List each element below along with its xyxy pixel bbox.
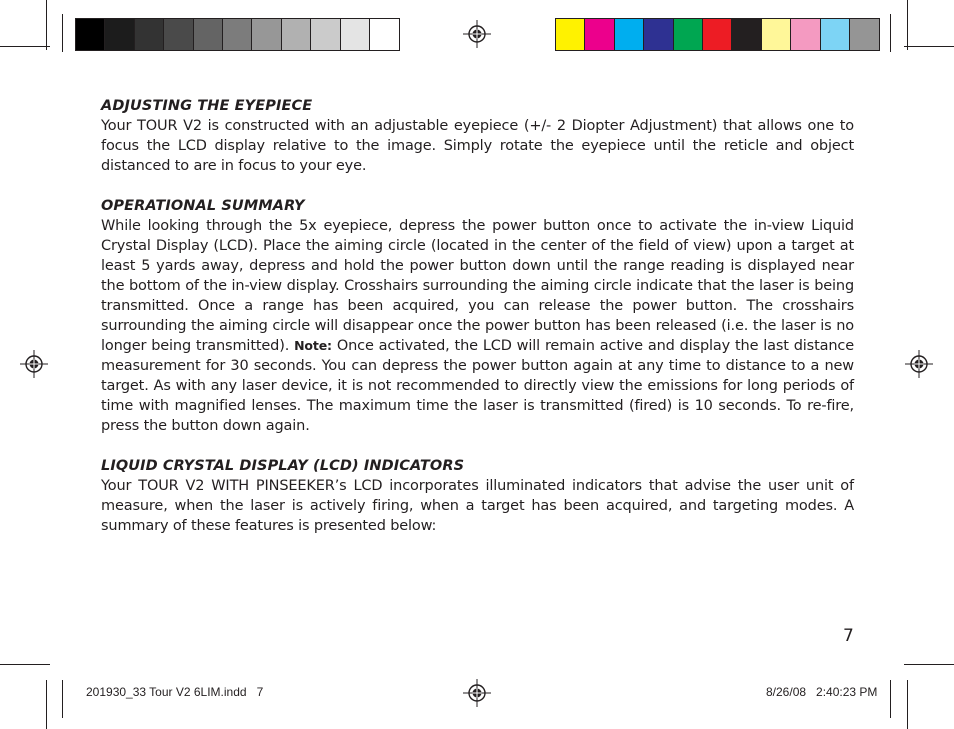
color-swatch [194,19,223,50]
section-heading-eyepiece: ADJUSTING THE EYEPIECE [101,98,313,114]
color-swatch [644,19,673,50]
registration-mark-icon [20,350,48,378]
section-heading-lcd-indicators: LIQUID CRYSTAL DISPLAY (LCD) INDICATORS [101,458,465,474]
page-content [101,96,854,536]
grayscale-color-bar [75,18,400,51]
color-swatch [252,19,281,50]
color-swatch [282,19,311,50]
section-body-lcd-indicators: Your TOUR V2 WITH PINSEEKER’s LCD incorporates illuminated indicators that advise the user unit of measure, when the laser is actively firing, when a target has been acquired, and targeting modes. A summary of these features is presented below: [101,478,854,534]
crop-mark [907,680,908,729]
crop-mark [907,0,908,50]
color-swatch [850,19,879,50]
color-swatch [732,19,761,50]
body-text-part: While looking through the 5x eyepiece, depress the power button once to activate the in-view Liquid Crystal Display (LCD). Place the aiming circle (located in the center of the field of view) upon a target at least 5 yards away, depress and hold the power button down until the range reading is displayed near the bottom of the in-view display. Crosshairs surrounding the aiming circle indicate that the laser is being transmitted. Once a range has been acquired, you can release the power button. The crosshairs surrounding the aiming circle will disappear once the power button has been released (i.e. the laser is no longer being transmitted). [101,218,854,354]
color-swatch [703,19,732,50]
slug-filename: 201930_33 Tour V2 6LIM.indd 7 [86,685,264,699]
note-label: Note: [294,338,332,353]
color-swatch [311,19,340,50]
color-swatch [791,19,820,50]
registration-mark-icon [463,679,491,707]
slug-timestamp: 8/26/08 2:40:23 PM [766,685,878,699]
color-swatch [615,19,644,50]
color-swatch [135,19,164,50]
color-swatch [370,19,399,50]
color-swatch [223,19,252,50]
crop-mark [890,680,891,718]
color-swatch [585,19,614,50]
section-heading-operational-summary: OPERATIONAL SUMMARY [101,198,305,214]
process-color-bar [555,18,880,51]
page-number: 7 [843,626,854,646]
crop-mark [46,0,47,50]
crop-mark [0,46,50,47]
color-swatch [821,19,850,50]
body-text-part: Once activated, the LCD will remain active and display the last distance measurement for 30 seconds. You can depress the power button again at any time to distance to a new target. As with any laser device, it is not recommended to directly view the emissions for long periods of time with magnified lenses. The maximum time the laser is transmitted (fired) is 10 seconds. To re-fire, press the button down again. [101,338,854,434]
color-swatch [164,19,193,50]
color-swatch [674,19,703,50]
registration-mark-icon [905,350,933,378]
crop-mark [890,14,891,52]
color-swatch [105,19,134,50]
crop-mark [46,680,47,729]
section-body-eyepiece: Your TOUR V2 is constructed with an adjustable eyepiece (+/- 2 Diopter Adjustment) that allows one to focus the LCD display relative to the image. Simply rotate the eyepiece until the reticle and object distanced to are in focus to your eye. [101,118,854,174]
color-swatch [76,19,105,50]
color-swatch [762,19,791,50]
crop-mark [62,14,63,52]
color-swatch [341,19,370,50]
crop-mark [904,46,954,47]
crop-mark [62,680,63,718]
color-swatch [556,19,585,50]
section-body-operational-summary [101,216,854,436]
registration-mark-icon [463,20,491,48]
crop-mark [0,664,50,665]
crop-mark [904,664,954,665]
